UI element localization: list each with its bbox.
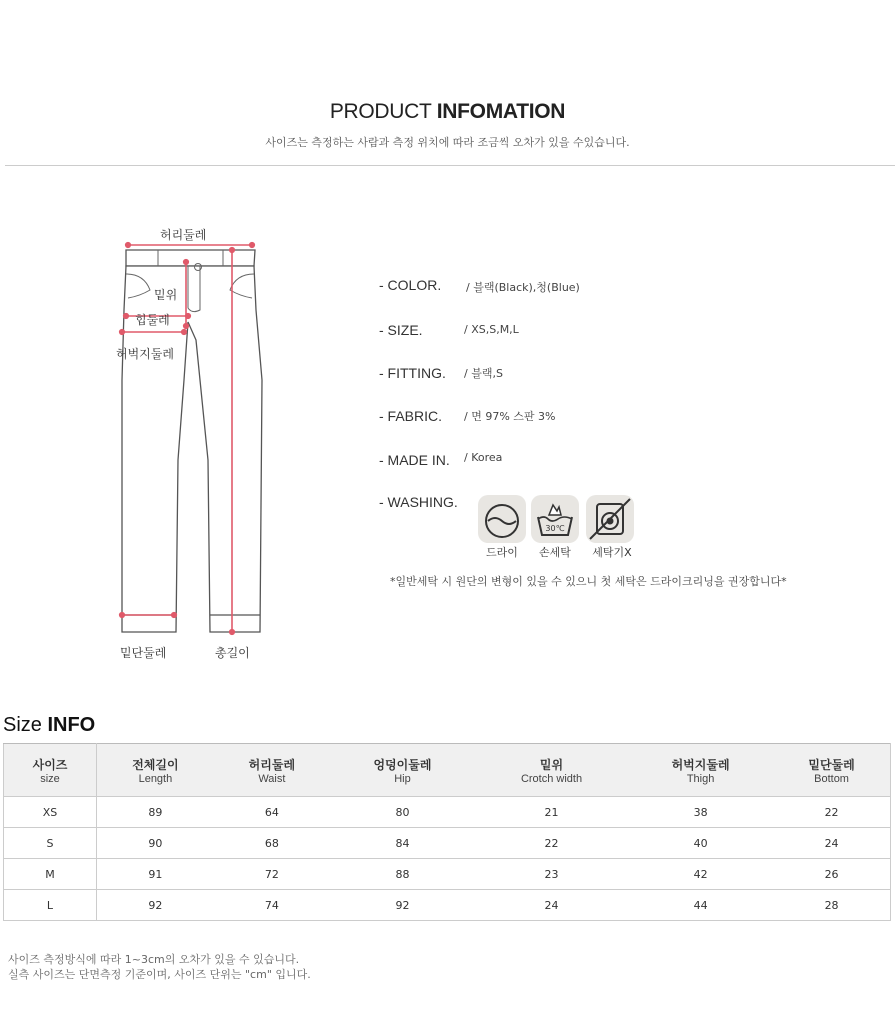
table-cell: 40 (628, 828, 773, 859)
label-length: 총길이 (215, 646, 250, 660)
table-cell: 92 (330, 890, 475, 921)
hand-wash-label: 손세탁 (539, 546, 571, 559)
pants-waistband (126, 250, 255, 266)
table-cell: 22 (773, 797, 890, 828)
table-row (4, 797, 891, 828)
title-light: PRODUCT (329, 100, 432, 123)
table-cell: 42 (628, 859, 773, 890)
svg-text:30℃: 30℃ (545, 524, 565, 533)
spec-size-label: - SIZE. (379, 322, 423, 338)
spec-fabric-value: / 면 97% 스판 3% (464, 410, 556, 423)
header-size: 사이즈 size (4, 744, 97, 797)
table-cell: 72 (214, 859, 330, 890)
table-cell: 84 (330, 828, 475, 859)
table-cell: 88 (330, 859, 475, 890)
hand-wash-icon (531, 495, 579, 543)
page-title (0, 100, 895, 124)
label-crotch: 밑위 (154, 288, 178, 302)
table-cell: 80 (330, 797, 475, 828)
spec-washing-label: - WASHING. (379, 494, 458, 510)
table-cell: 92 (97, 890, 214, 921)
dry-clean-icon (478, 495, 526, 543)
table-cell: 91 (97, 859, 214, 890)
header-crotch: 밑위 Crotch width (475, 744, 628, 797)
header-divider (5, 165, 895, 166)
label-thigh: 허벅지둘레 (116, 347, 174, 361)
table-row (4, 890, 891, 921)
table-cell: 68 (214, 828, 330, 859)
spec-fitting-label: - FITTING. (379, 365, 446, 381)
table-cell: 24 (773, 828, 890, 859)
table-cell: 24 (475, 890, 628, 921)
header-bottom: 밑단둘레 Bottom (773, 744, 890, 797)
table-row (4, 828, 891, 859)
header-hip: 엉덩이둘레 Hip (330, 744, 475, 797)
size-title-light: Size (3, 714, 42, 736)
header-waist: 허리둘레 Waist (214, 744, 330, 797)
page-subtitle: 사이즈는 측정하는 사람과 측정 위치에 따라 조금씩 오차가 있을 수있습니다. (265, 136, 630, 149)
size-table-header-row (4, 744, 891, 797)
size-info-title (3, 714, 95, 737)
spec-color-label: - COLOR. (379, 277, 442, 293)
table-cell: 64 (214, 797, 330, 828)
washing-note: *일반세탁 시 원단의 변형이 있을 수 있으니 첫 세탁은 드라이크리닝을 권장합니다* (390, 575, 787, 588)
label-hip: 힙둘레 (135, 313, 170, 327)
table-cell: L (4, 890, 97, 921)
table-cell: 21 (475, 797, 628, 828)
table-cell: 89 (97, 797, 214, 828)
table-cell: 38 (628, 797, 773, 828)
no-machine-wash-label: 세탁기X (592, 546, 632, 559)
header-length: 전체길이 Length (97, 744, 214, 797)
label-waist: 허리둘레 (160, 228, 207, 242)
spec-size-value: / XS,S,M,L (464, 323, 519, 336)
table-cell: 90 (97, 828, 214, 859)
table-cell: 28 (773, 890, 890, 921)
spec-madein-value: / Korea (464, 451, 503, 464)
dry-clean-label: 드라이 (486, 546, 518, 559)
table-row (4, 859, 891, 890)
no-machine-wash-icon (586, 495, 634, 543)
table-cell: 74 (214, 890, 330, 921)
spec-fitting-value: / 블랙,S (464, 367, 503, 380)
label-hem: 밑단둘레 (120, 646, 167, 660)
title-bold: INFOMATION (436, 100, 566, 123)
header-thigh: 허벅지둘레 Thigh (628, 744, 773, 797)
table-cell: 23 (475, 859, 628, 890)
table-cell: 22 (475, 828, 628, 859)
pants-diagram (100, 230, 290, 650)
table-cell: 26 (773, 859, 890, 890)
spec-fabric-label: - FABRIC. (379, 408, 443, 424)
footnote-unit: 실측 사이즈는 단면측정 기준이며, 사이즈 단위는 "cm" 입니다. (8, 968, 311, 981)
footnote-error-margin: 사이즈 측정방식에 따라 1~3cm의 오차가 있을 수 있습니다. (8, 953, 300, 966)
table-cell: S (4, 828, 97, 859)
table-cell: XS (4, 797, 97, 828)
size-title-bold: INFO (47, 714, 96, 736)
table-cell: M (4, 859, 97, 890)
spec-color-value: / 블랙(Black),청(Blue) (466, 281, 580, 294)
spec-madein-label: - MADE IN. (379, 452, 450, 468)
table-cell: 44 (628, 890, 773, 921)
size-table (3, 743, 891, 921)
